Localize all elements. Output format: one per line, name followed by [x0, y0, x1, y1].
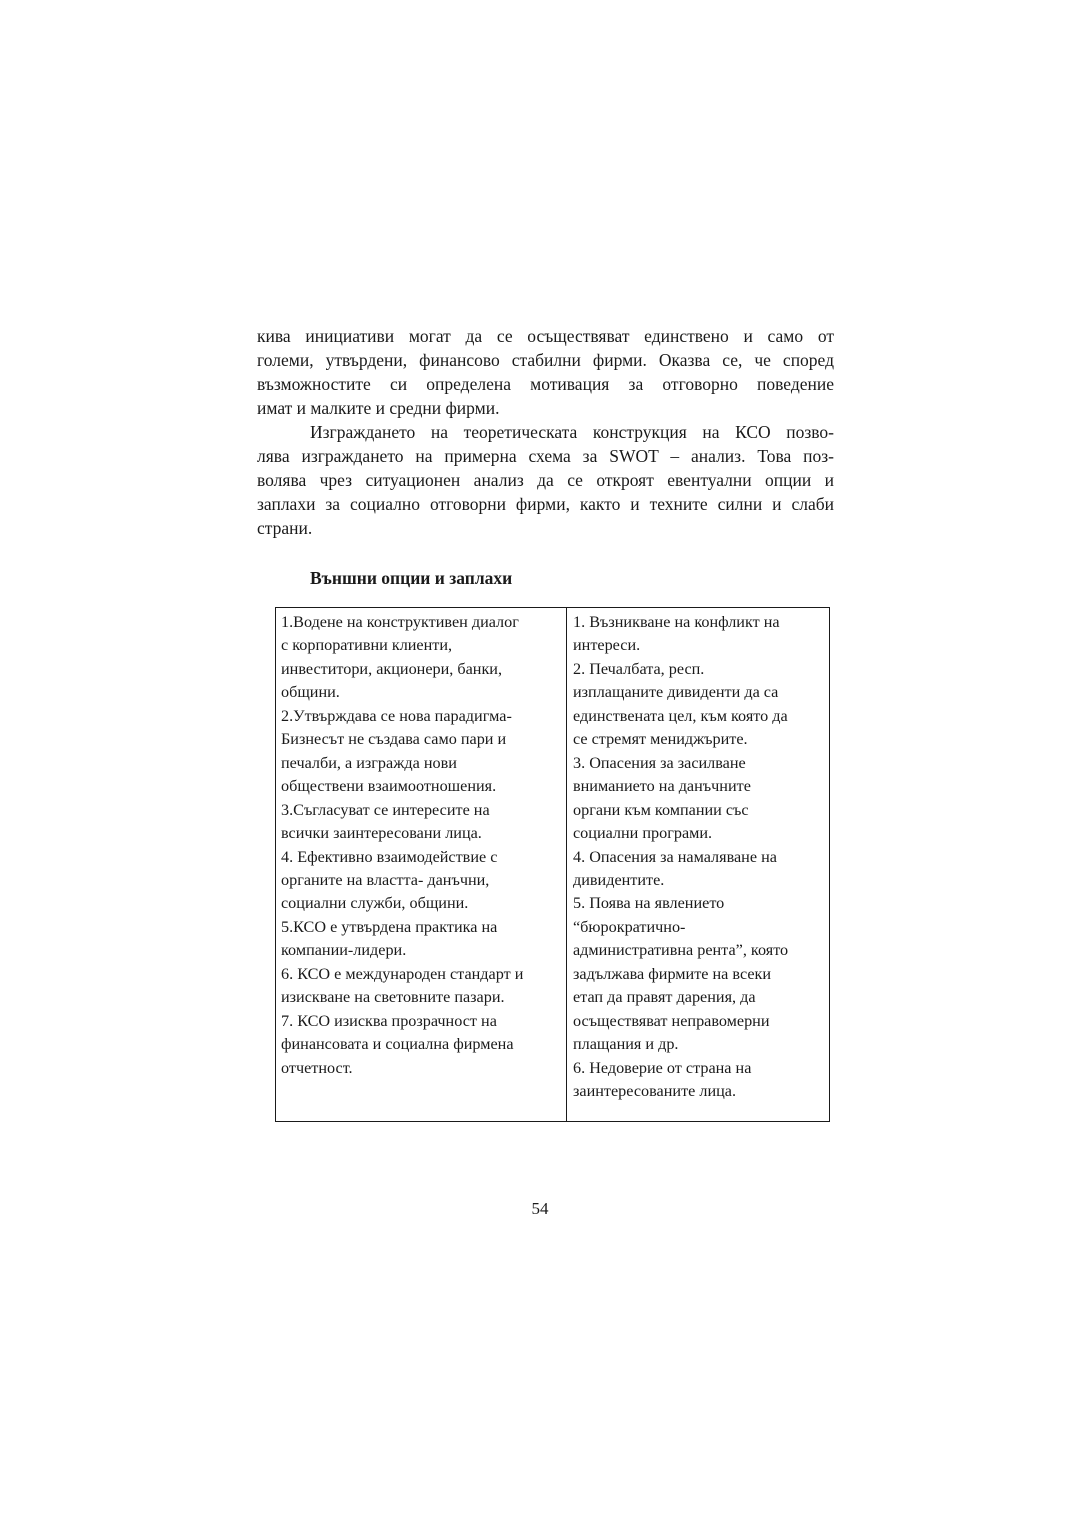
- threats-column: [573, 611, 828, 1104]
- paragraph-2-line-2: лява изграждането на примерна схема за SWOT – анализ. Това поз-: [257, 446, 834, 466]
- paragraph-1-line-2: големи, утвърдени, финансово стабилни фирми. Оказва се, че според: [257, 350, 834, 370]
- threat-line: се стремят мениджърите.: [573, 730, 748, 749]
- threat-line: осъществяват неправомерни: [573, 1011, 770, 1030]
- threat-line: “бюрократично-: [573, 917, 686, 936]
- opportunity-line: изискване на световните пазари.: [281, 988, 505, 1007]
- threat-line: социални програми.: [573, 824, 713, 843]
- threat-line: задължава фирмите на всеки: [573, 964, 772, 983]
- opportunity-line: 1.Водене на конструктивен диалог: [281, 613, 519, 631]
- threat-line: 4. Опасения за намаляване на: [573, 847, 777, 866]
- opportunity-line: отчетност.: [281, 1058, 353, 1077]
- page-number: 54: [531, 1199, 549, 1218]
- threat-line: единствената цел, към която да: [573, 706, 788, 725]
- threat-line: вниманието на данъчните: [573, 777, 751, 796]
- paragraph-2-line-3: волява чрез ситуационен анализ да се откроят евентуални опции и: [257, 470, 834, 490]
- opportunity-line: общини.: [281, 683, 340, 702]
- opportunity-line: 5.КСО е утвърдена практика на: [281, 917, 498, 936]
- paragraph-1-line-3: възможностите си определена мотивация за отговорно поведение: [257, 374, 834, 394]
- paragraph-1-line-1: кива инициативи могат да се осъществяват единствено и само от: [257, 326, 834, 346]
- threat-line: интереси.: [573, 636, 641, 655]
- opportunity-line: 7. КСО изисква прозрачност на: [281, 1011, 497, 1030]
- threat-line: 5. Поява на явлението: [573, 894, 725, 913]
- opportunity-line: 4. Ефективно взаимодействие с: [281, 847, 498, 866]
- opportunity-line: обществени взаимоотношения.: [281, 777, 497, 796]
- threat-line: 1. Възникване на конфликт на: [573, 613, 780, 631]
- opportunity-line: органите на властта- данъчни,: [281, 870, 490, 889]
- threat-line: административна рента”, която: [573, 941, 789, 960]
- swot-table: [275, 607, 830, 1122]
- opportunity-line: Бизнесът не създава само пари и: [281, 730, 507, 749]
- threat-line: 3. Опасения за засилване: [573, 753, 746, 772]
- opportunity-line: 2.Утвърждава се нова парадигма-: [281, 706, 512, 725]
- threat-line: дивидентите.: [573, 870, 665, 889]
- opportunity-line: 3.Съгласуват се интересите на: [281, 800, 490, 819]
- threat-line: органи към компании със: [573, 800, 749, 819]
- opportunities-column: [281, 611, 563, 1080]
- opportunity-line: инвеститори, акционери, банки,: [281, 659, 503, 678]
- paragraph-2-line-1: Изграждането на теоретическата конструкция на КСО позво-: [310, 422, 834, 442]
- opportunity-line: печалби, а изгражда нови: [281, 753, 457, 772]
- opportunity-line: всички заинтересовани лица.: [281, 824, 482, 843]
- threat-line: етап да правят дарения, да: [573, 988, 756, 1007]
- threat-line: заинтересованите лица.: [573, 1082, 737, 1101]
- paragraph-1-line-4: имат и малките и средни фирми.: [257, 398, 500, 418]
- paragraph-2-line-5: страни.: [257, 518, 313, 538]
- opportunity-line: 6. КСО е международен стандарт и: [281, 964, 524, 983]
- section-heading: Външни опции и заплахи: [310, 568, 513, 588]
- opportunity-line: финансовата и социална фирмена: [281, 1035, 514, 1054]
- opportunity-line: с корпоративни клиенти,: [281, 636, 453, 655]
- threat-line: 6. Недоверие от страна на: [573, 1058, 752, 1077]
- threat-line: изплащаните дивиденти да са: [573, 683, 779, 702]
- column-divider: [566, 608, 567, 1121]
- opportunity-line: компании-лидери.: [281, 941, 407, 960]
- opportunity-line: социални служби, общини.: [281, 894, 469, 913]
- threat-line: плащания и др.: [573, 1035, 679, 1054]
- threat-line: 2. Печалбата, респ.: [573, 659, 705, 678]
- paragraph-2-line-4: заплахи за социално отговорни фирми, както и техните силни и слаби: [257, 494, 834, 514]
